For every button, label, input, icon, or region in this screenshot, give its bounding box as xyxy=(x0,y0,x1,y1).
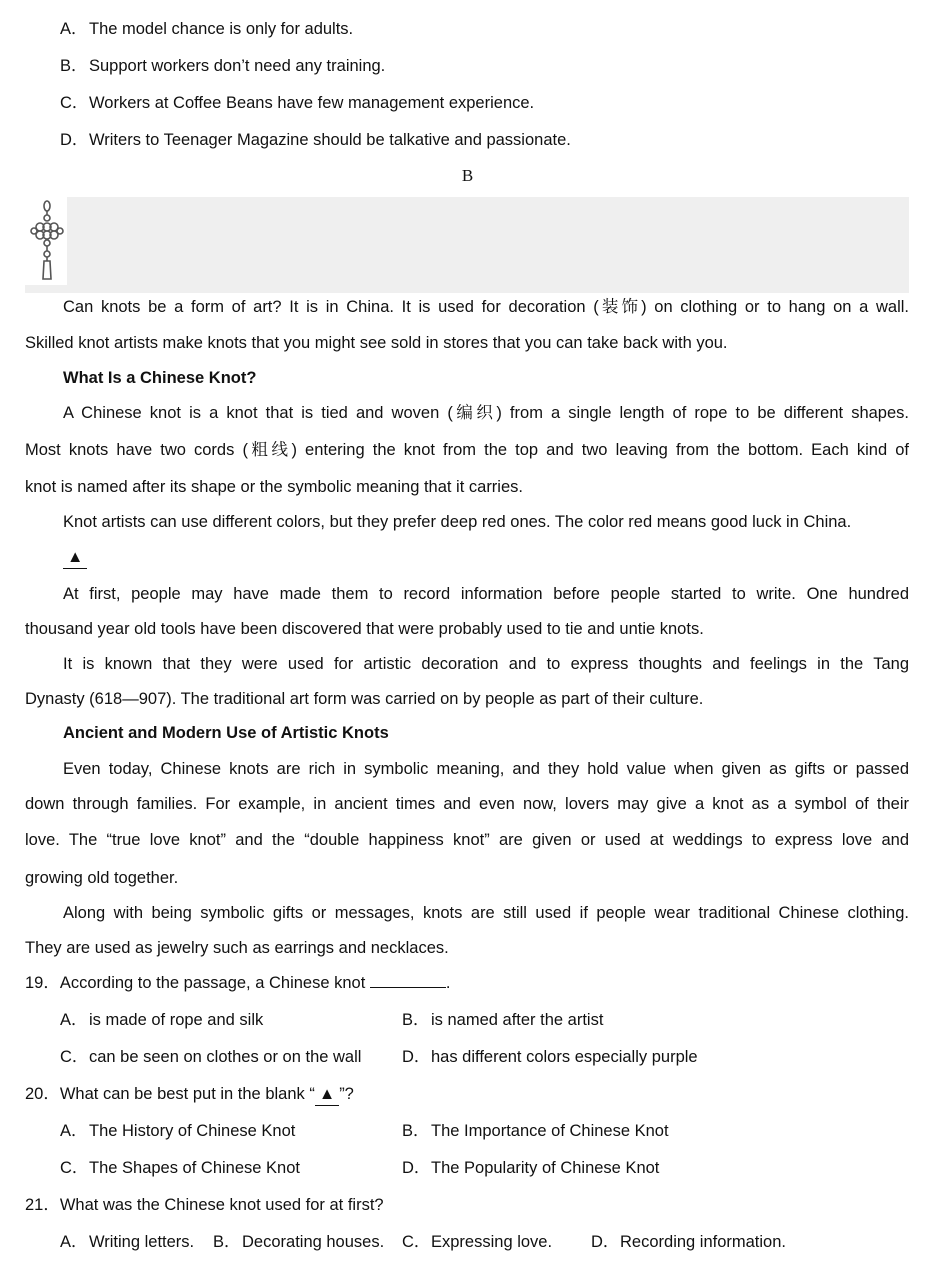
passage-text: Most knots have two cords (粗线) entering the knot from the top and two leaving from the bottom. Each kind of xyxy=(25,441,909,459)
question-20-stem: 20．What can be best put in the blank “ ▲ ”? xyxy=(25,1083,354,1106)
passage-text: thousand year old tools have been discovered that were probably used to tie and untie knots. xyxy=(25,620,704,638)
q19-option-d[interactable]: D．has different colors especially purple xyxy=(402,1048,698,1066)
q19-option-b[interactable]: B．is named after the artist xyxy=(402,1011,604,1029)
passage-text: down through families. For example, in ancient times and even now, lovers may give a knot as a symbol of their xyxy=(25,795,909,813)
section-heading: Ancient and Modern Use of Artistic Knots xyxy=(63,724,389,742)
q21-option-d[interactable]: D．Recording information. xyxy=(591,1233,786,1251)
q21-option-b[interactable]: B．Decorating houses. xyxy=(213,1233,385,1251)
section-letter: B xyxy=(461,166,474,185)
passage-text: Can knots be a form of art? It is in China. It is used for decoration (装饰) on clothing or to hang on a wall. xyxy=(63,298,909,316)
passage-text: A Chinese knot is a knot that is tied and woven (编织) from a single length of rope to be different shapes. xyxy=(63,404,909,422)
passage-text: Skilled knot artists make knots that you might see sold in stores that you can take back with you. xyxy=(25,334,728,352)
prev-option-c: C．Workers at Coffee Beans have few management experience. xyxy=(60,94,535,112)
q20-option-a[interactable]: A．The History of Chinese Knot xyxy=(60,1122,296,1140)
passage-text: Knot artists can use different colors, but they prefer deep red ones. The color red means good luck in China. xyxy=(63,513,852,531)
q21-option-c[interactable]: C．Expressing love. xyxy=(402,1233,553,1251)
passage-text: Dynasty (618—907). The traditional art form was carried on by people as part of their culture. xyxy=(25,690,704,708)
passage-text: They are used as jewelry such as earrings and necklaces. xyxy=(25,939,449,957)
question-21-stem: 21．What was the Chinese knot used for at first? xyxy=(25,1196,384,1214)
q19-option-c[interactable]: C．can be seen on clothes or on the wall xyxy=(60,1048,362,1066)
chinese-knot-image xyxy=(25,197,67,285)
passage-text: growing old together. xyxy=(25,869,179,887)
passage-text: love. The “true love knot” and the “double happiness knot” are given or used at weddings to express love and xyxy=(25,831,909,849)
banner-band xyxy=(25,197,909,293)
section-heading: What Is a Chinese Knot? xyxy=(63,369,257,387)
q19-option-a[interactable]: A．is made of rope and silk xyxy=(60,1011,264,1029)
passage-text: Even today, Chinese knots are rich in symbolic meaning, and they hold value when given as gifts or passed xyxy=(63,760,909,778)
question-19-stem: 19．According to the passage, a Chinese knot . xyxy=(25,974,451,992)
chinese-knot-icon xyxy=(25,197,67,285)
prev-option-b: B．Support workers don’t need any training. xyxy=(60,57,386,75)
passage-text: Along with being symbolic gifts or messages, knots are still used if people wear traditional Chinese clothing. xyxy=(63,904,909,922)
q21-option-a[interactable]: A．Writing letters. xyxy=(60,1233,195,1251)
q20-option-b[interactable]: B．The Importance of Chinese Knot xyxy=(402,1122,669,1140)
passage-text: knot is named after its shape or the symbolic meaning that it carries. xyxy=(25,478,523,496)
prev-option-d: D．Writers to Teenager Magazine should be talkative and passionate. xyxy=(60,131,571,149)
passage-text: It is known that they were used for artistic decoration and to express thoughts and feelings in the Tang xyxy=(63,655,909,673)
prev-option-a: A．The model chance is only for adults. xyxy=(60,20,354,38)
answer-blank xyxy=(370,973,446,988)
blank-marker: ▲ xyxy=(63,546,87,569)
passage-text: At first, people may have made them to record information before people started to write. One hundred xyxy=(63,585,909,603)
q20-option-d[interactable]: D．The Popularity of Chinese Knot xyxy=(402,1159,660,1177)
q20-option-c[interactable]: C．The Shapes of Chinese Knot xyxy=(60,1159,300,1177)
